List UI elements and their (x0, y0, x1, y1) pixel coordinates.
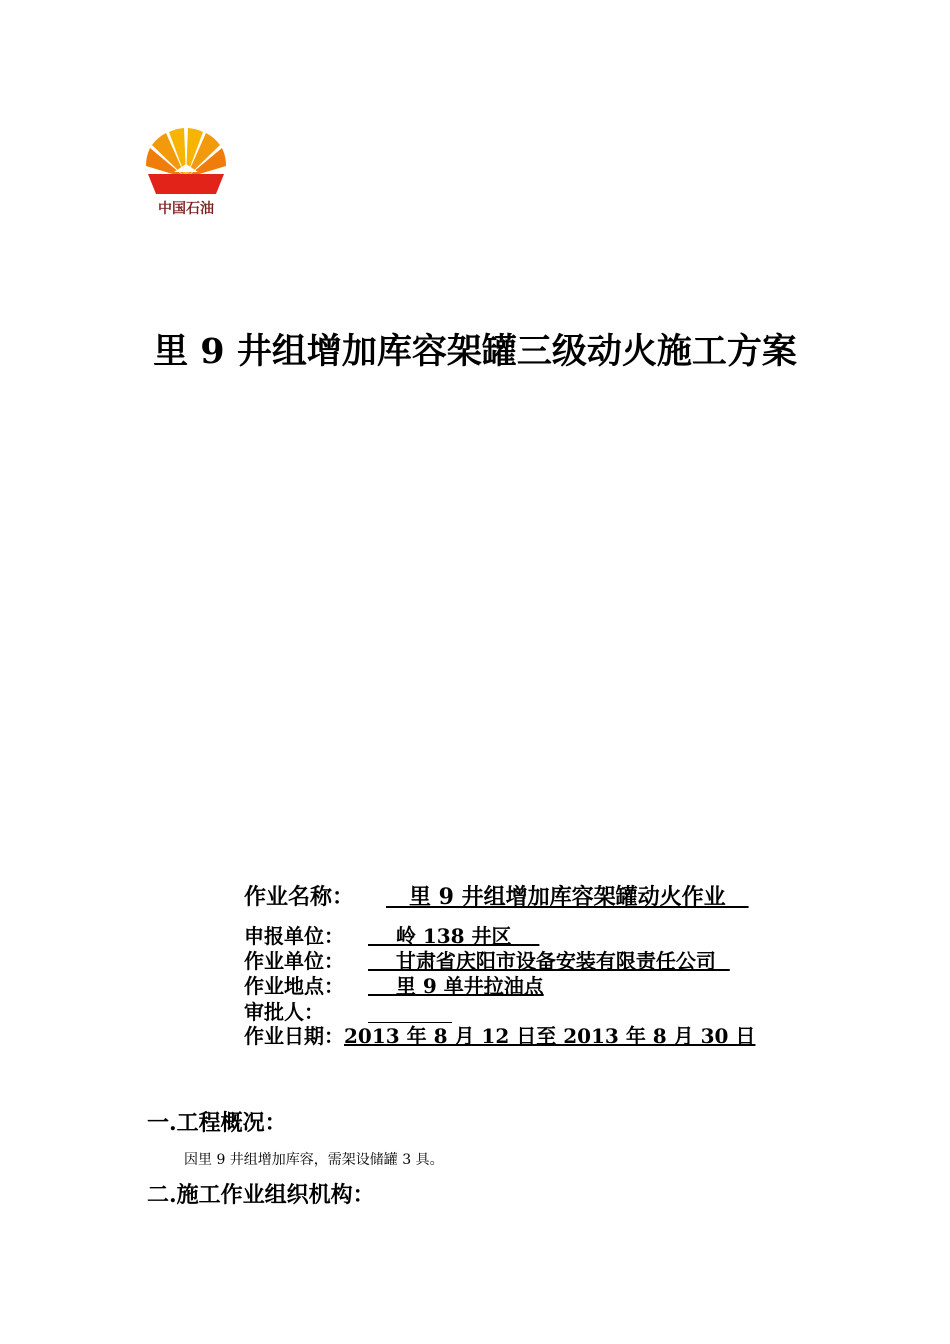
job-name-row (244, 880, 749, 911)
overview-heading: 一.工程概况： (147, 1110, 287, 1136)
applicant-value: 岭 138 井区 (368, 924, 540, 948)
job-name-value: 里 9 井组增加库容架罐动火作业 (386, 884, 749, 910)
location-value: 里 9 单井拉油点 (368, 974, 544, 998)
job-name-label: 作业名称： (244, 884, 355, 910)
contractor-value: 甘肃省庆阳市设备安装有限责任公司 (368, 949, 730, 973)
date-label: 作业日期： (244, 1024, 344, 1048)
applicant-label: 申报单位： (244, 924, 344, 948)
contractor-label: 作业单位： (244, 949, 344, 973)
document-title: 里 9 井组增加库容架罐三级动火施工方案 (153, 331, 797, 372)
logo-text: 中国石油 (158, 201, 214, 217)
cnpc-logo-icon (141, 120, 231, 196)
location-row (244, 970, 544, 999)
date-value: 2013 年 8 月 12 日至 2013 年 8 月 30 日 (344, 1024, 756, 1048)
cnpc-logo (141, 120, 231, 220)
overview-text: 因里 9 井组增加库容，需架设储罐 3 具。 (184, 1152, 444, 1168)
date-row (244, 1020, 755, 1049)
location-label: 作业地点： (244, 974, 344, 998)
org-heading: 二.施工作业组织机构： (147, 1182, 375, 1208)
approver-label: 审批人： (244, 1000, 324, 1024)
